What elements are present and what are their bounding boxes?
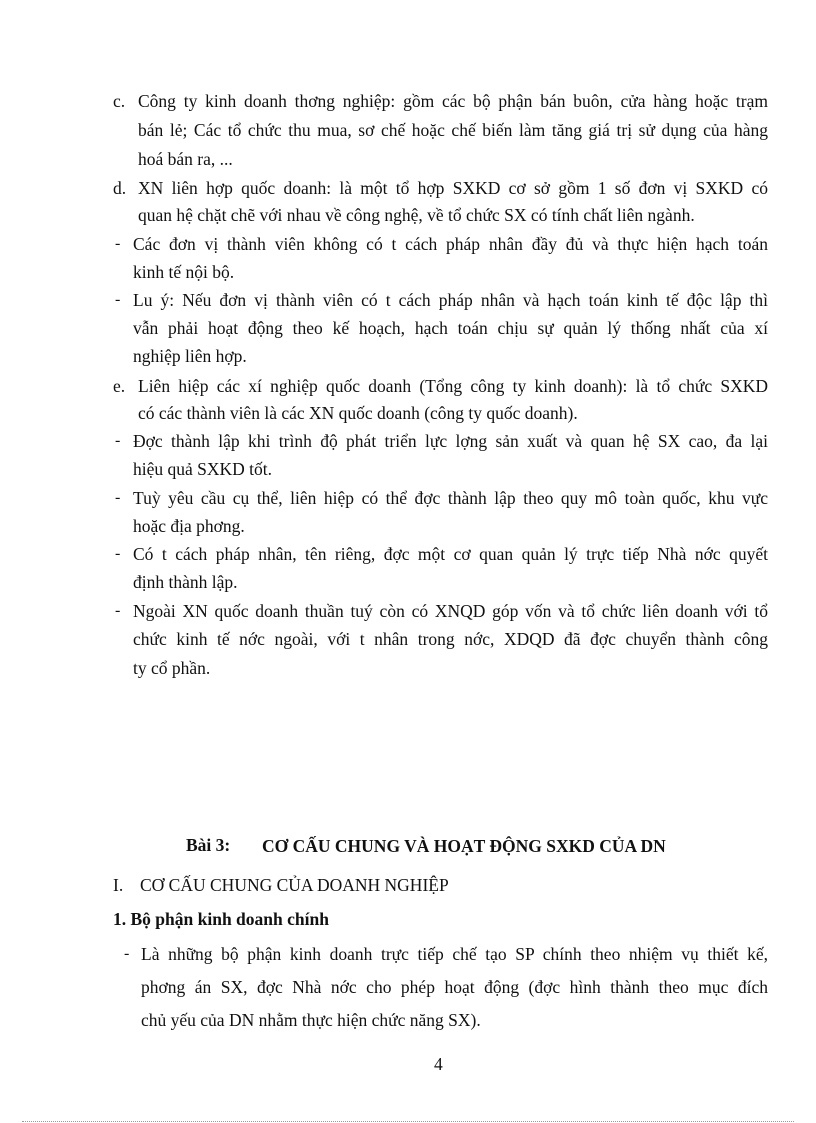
- bullet-marker: -: [115, 602, 121, 619]
- paragraph-d-marker: d.: [113, 178, 127, 198]
- paragraph-c-line: hoá bán ra, ...: [138, 149, 233, 169]
- bullet-marker: -: [115, 291, 121, 308]
- bullet-marker: -: [115, 489, 121, 506]
- paragraph-e-line: Liên hiệp các xí nghiệp quốc doanh (Tổng công ty kinh doanh): là tổ chức SXKD: [138, 376, 768, 396]
- paragraph-c-line: Công ty kinh doanh thơng nghiệp: gồm các bộ phận bán buôn, cửa hàng hoặc trạm: [138, 91, 768, 111]
- list-item-line: Đợc thành lập khi trình độ phát triển lực lợng sản xuất và quan hệ SX cao, đa lại: [133, 431, 768, 451]
- list-item-line: kinh tế nội bộ.: [133, 262, 235, 282]
- list-item-line: định thành lập.: [133, 572, 238, 592]
- list-item-line: chủ yếu của DN nhằm thực hiện chức năng SX).: [141, 1010, 481, 1030]
- list-item-line: phơng án SX, đợc Nhà nớc cho phép hoạt động (đợc hình thành theo mục đích: [141, 977, 768, 997]
- list-item-line: Lu ý: Nếu đơn vị thành viên có t cách pháp nhân và hạch toán kinh tế độc lập thì: [133, 290, 768, 310]
- subsection-title: 1. Bộ phận kinh doanh chính: [113, 909, 329, 929]
- section-title: CƠ CẤU CHUNG CỦA DOANH NGHIỆP: [140, 875, 449, 895]
- paragraph-d-line: quan hệ chặt chẽ với nhau về công nghệ, về tổ chức SX có tính chất liên ngành.: [138, 205, 695, 225]
- bullet-marker: -: [115, 235, 121, 252]
- bullet-marker: -: [124, 945, 130, 962]
- list-item-line: vẫn phải hoạt động theo kế hoạch, hạch toán chịu sự quản lý thống nhất của xí: [133, 318, 768, 338]
- paragraph-d-line: XN liên hợp quốc doanh: là một tổ hợp SXKD cơ sở gồm 1 số đơn vị SXKD có: [138, 178, 768, 198]
- lesson-title: CƠ CẤU CHUNG VÀ HOẠT ĐỘNG SXKD CỦA DN: [262, 836, 666, 856]
- list-item-line: Tuỳ yêu cầu cụ thể, liên hiệp có thể đợc thành lập theo quy mô toàn quốc, khu vực: [133, 488, 768, 508]
- list-item-line: hiệu quả SXKD tốt.: [133, 459, 273, 479]
- paragraph-c-marker: c.: [113, 91, 126, 111]
- bullet-marker: -: [115, 432, 121, 449]
- bullet-marker: -: [115, 545, 121, 562]
- page-bottom-divider: [22, 1121, 794, 1122]
- list-item-line: Ngoài XN quốc doanh thuần tuý còn có XNQD góp vốn và tổ chức liên doanh với tổ: [133, 601, 768, 621]
- page-number: 4: [434, 1054, 443, 1074]
- list-item-line: Là những bộ phận kinh doanh trực tiếp chế tạo SP chính theo nhiệm vụ thiết kế,: [141, 944, 768, 964]
- list-item-line: nghiệp liên hợp.: [133, 346, 247, 366]
- list-item-line: Có t cách pháp nhân, tên riêng, đợc một cơ quan quản lý trực tiếp Nhà nớc quyết: [133, 544, 768, 564]
- lesson-number: Bài 3:: [186, 835, 231, 855]
- section-marker: I.: [113, 875, 124, 895]
- paragraph-e-marker: e.: [113, 376, 126, 396]
- list-item-line: hoặc địa phơng.: [133, 516, 245, 536]
- list-item-line: chức kinh tế nớc ngoài, với t nhân trong nớc, XDQD đã đợc chuyển thành công: [133, 629, 768, 649]
- list-item-line: Các đơn vị thành viên không có t cách pháp nhân đầy đủ và thực hiện hạch toán: [133, 234, 768, 254]
- list-item-line: ty cổ phần.: [133, 658, 211, 678]
- paragraph-c-line: bán lẻ; Các tổ chức thu mua, sơ chế hoặc chế biến làm tăng giá trị sử dụng của hàng: [138, 120, 768, 140]
- paragraph-e-line: có các thành viên là các XN quốc doanh (công ty quốc doanh).: [138, 403, 578, 423]
